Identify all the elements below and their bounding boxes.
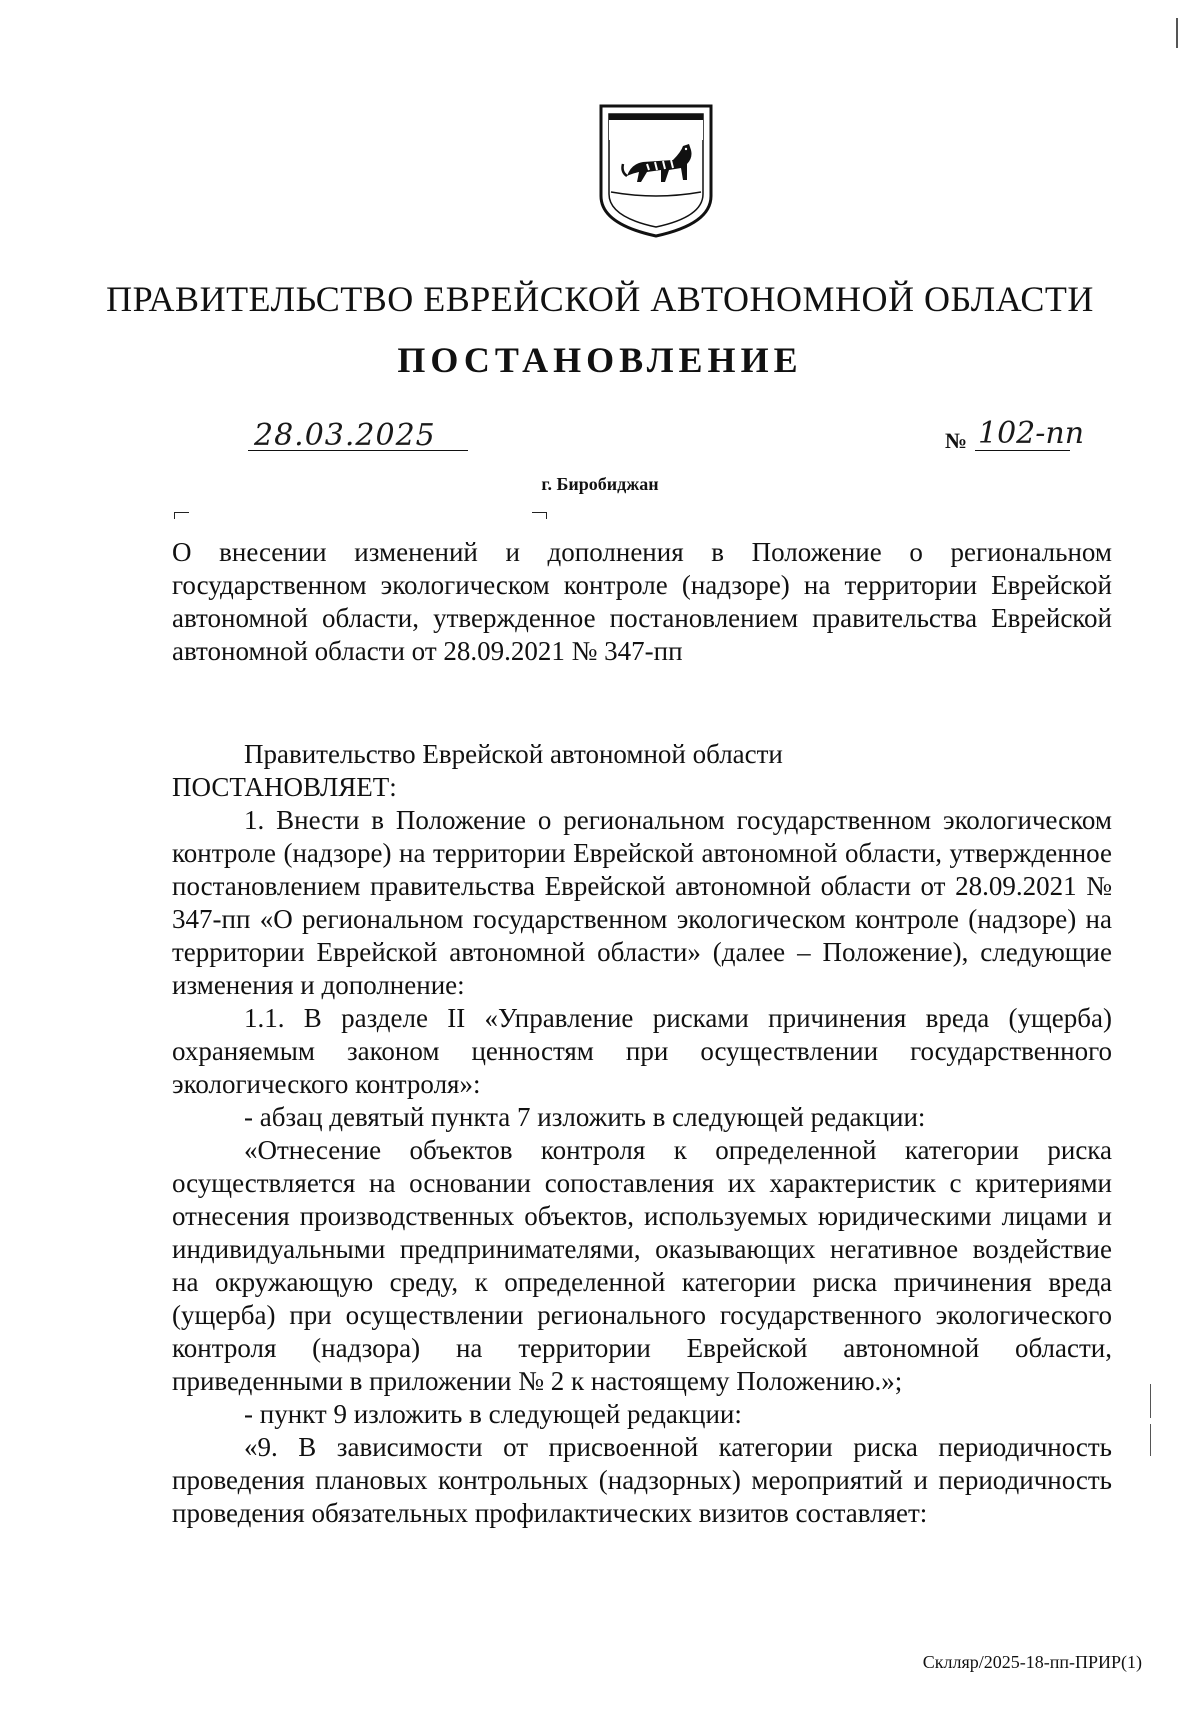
body-paragraph: ПОСТАНОВЛЯЕТ:: [172, 772, 397, 802]
body-paragraph: Правительство Еврейской автономной области: [244, 739, 783, 769]
body-paragraph: 1. Внести в Положение о региональном государственном экологическом контроле (надзоре) на территории Еврейской автономной области, утвержденное постановлением правительства Еврейской автономной области от 28.09.2021 № 347-пп «О региональном государственном экологическом контроле (надзоре) на территории Еврейской автономной области» (далее – Положение), следующие изменения и дополнение:: [172, 805, 1112, 1000]
scan-artifact: [1150, 1384, 1151, 1418]
body-paragraph: - пункт 9 изложить в следующей редакции:: [244, 1399, 742, 1429]
body-paragraph: «9. В зависимости от присвоенной категории риска периодичность проведения плановых контрольных (надзорных) мероприятий и периодичность проведения обязательных профилактических визитов составляет:: [172, 1432, 1112, 1528]
scan-artifact: [1176, 18, 1178, 48]
document-body: [172, 738, 1112, 1530]
coat-of-arms-tiger-icon: [597, 100, 715, 240]
body-paragraph: - абзац девятый пункта 7 изложить в следующей редакции:: [244, 1102, 926, 1132]
scan-artifact: [1150, 1424, 1151, 1456]
city-name: г. Биробиджан: [541, 474, 659, 494]
number-label: №: [945, 428, 968, 453]
document-number: 102-пп: [978, 416, 1085, 451]
body-paragraph: 1.1. В разделе II «Управление рисками причинения вреда (ущерба) охраняемым законом ценностям при осуществлении государственного экологического контроля»:: [172, 1003, 1112, 1099]
document-subject: О внесении изменений и дополнения в Положение о региональном государственном экологическом контроле (надзоре) на территории Еврейской автономной области, утвержденное постановлением правительства Еврейской автономной области от 28.09.2021 № 347-пп: [172, 537, 1112, 666]
subject-bracket-left: [174, 512, 189, 519]
body-paragraph: «Отнесение объектов контроля к определенной категории риска осуществляется на основании сопоставления их характеристик с критериями отнесения производственных объектов, используемых юридическими лицами и индивидуальными предпринимателями, оказывающих негативное воздействие на окружающую среду, к определенной категории риска причинения вреда (ущерба) при осуществлении регионального государственного экологического контроля (надзора) на территории Еврейской автономной области, приведенными в приложении № 2 к настоящему Положению.»;: [172, 1135, 1112, 1396]
document-date: 28.03.2025: [254, 418, 436, 453]
footer-document-code: Склляр/2025-18-пп-ПРИР(1): [922, 1652, 1142, 1672]
subject-bracket-right: [532, 512, 547, 519]
document-type-title: ПОСТАНОВЛЕНИЕ: [397, 340, 803, 380]
government-title: ПРАВИТЕЛЬСТВО ЕВРЕЙСКОЙ АВТОНОМНОЙ ОБЛАСТИ: [106, 279, 1094, 319]
